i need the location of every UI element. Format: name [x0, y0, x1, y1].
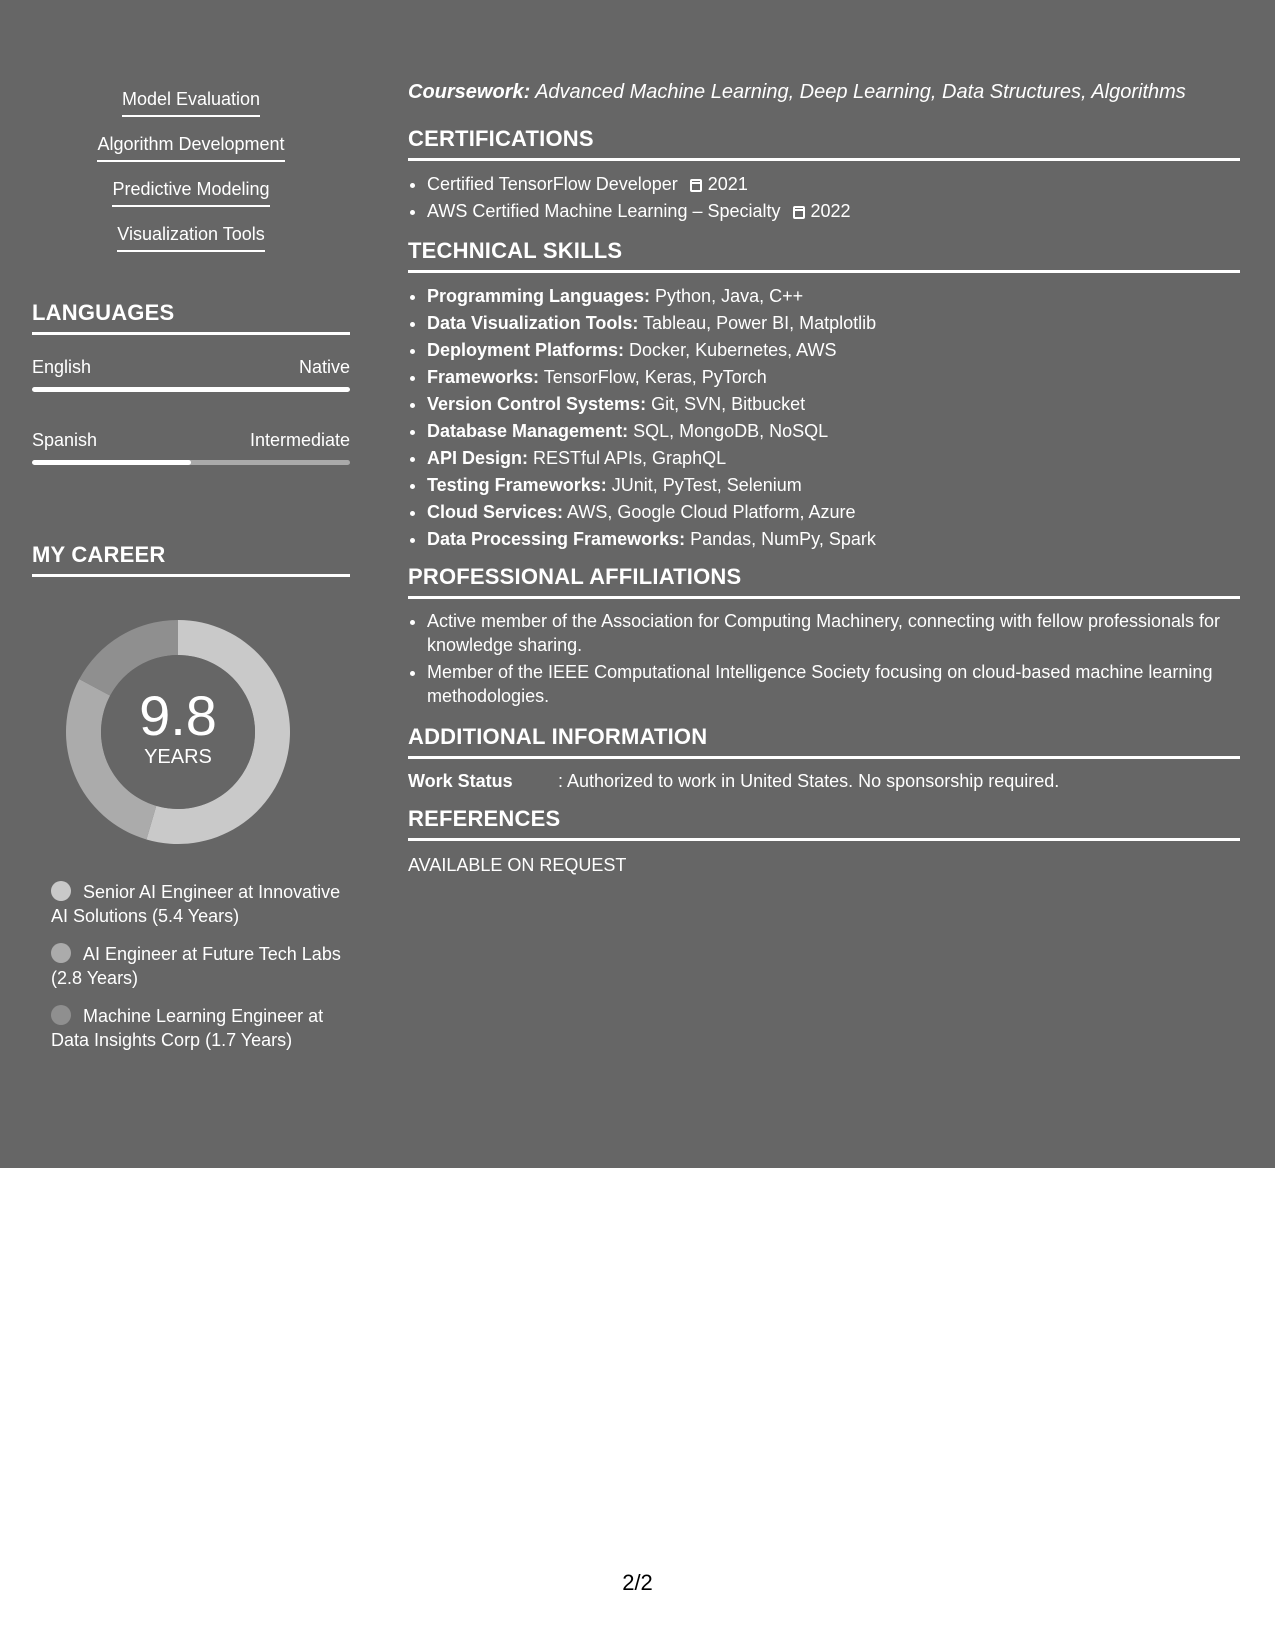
technical-skills-section — [408, 238, 1240, 553]
language-bar-fill — [32, 387, 350, 392]
skill-row — [427, 445, 1240, 472]
skill-row — [427, 364, 1240, 391]
skill-category: API Design: — [427, 448, 529, 468]
skill-values: Python, Java, C++ — [650, 286, 804, 306]
career-label: Machine Learning Engineer at Data Insights Corp (1.7 Years) — [51, 1006, 324, 1050]
skill-row — [427, 418, 1240, 445]
skill-row — [427, 337, 1240, 364]
language-item — [32, 355, 350, 392]
languages-title: LANGUAGES — [32, 300, 350, 335]
coursework-line — [408, 78, 1186, 106]
certification-item — [427, 198, 1240, 225]
skill-row — [427, 499, 1240, 526]
career-unit: YEARS — [144, 746, 212, 768]
skill-category: Deployment Platforms: — [427, 340, 625, 360]
page-number: 2/2 — [622, 1570, 653, 1595]
affiliation-item: • Member of the IEEE Computational Intelligence Society focusing on cloud-based machine learning methodologies. — [427, 660, 1240, 708]
career-total: 9.8 — [139, 684, 217, 747]
career-item — [51, 942, 341, 990]
skill-values: SQL, MongoDB, NoSQL — [628, 421, 829, 441]
career-item — [51, 880, 341, 928]
skill-row — [427, 526, 1240, 553]
work-status-label: Work Status — [408, 771, 513, 791]
language-name: Spanish — [32, 430, 98, 450]
technical-skills-title: TECHNICAL SKILLS — [408, 238, 1240, 273]
language-bar — [32, 460, 350, 465]
affiliations-section — [408, 564, 1240, 711]
career-label: Senior AI Engineer at Innovative AI Solutions (5.4 Years) — [51, 882, 341, 926]
skill-values: JUnit, PyTest, Selenium — [606, 475, 802, 495]
career-label: AI Engineer at Future Tech Labs (2.8 Years) — [51, 944, 341, 988]
certification-year: 2022 — [810, 201, 851, 221]
skill-item — [32, 86, 350, 131]
certification-year: 2021 — [707, 174, 748, 194]
skill-values: Git, SVN, Bitbucket — [646, 394, 806, 414]
skill-category: Data Visualization Tools: — [427, 313, 639, 333]
coursework-text: Advanced Machine Learning, Deep Learning, Data Structures, Algorithms — [530, 81, 1186, 103]
skill-category: Testing Frameworks: — [427, 475, 607, 495]
skill-category: Frameworks: — [427, 367, 540, 387]
additional-info-section — [408, 724, 1240, 793]
language-name: English — [32, 357, 92, 377]
skill-label: Visualization Tools — [117, 221, 264, 252]
career-section — [32, 542, 350, 1050]
skill-category: Cloud Services: — [427, 502, 564, 522]
skill-values: Docker, Kubernetes, AWS — [624, 340, 837, 360]
skill-item — [32, 176, 350, 221]
technical-skills-list — [408, 283, 1240, 553]
skill-label: Algorithm Development — [97, 131, 284, 162]
skill-label: Predictive Modeling — [112, 176, 269, 207]
affiliation-item: • Active member of the Association for Computing Machinery, connecting with fellow professionals for knowledge sharing. — [427, 609, 1240, 657]
calendar-icon — [690, 179, 702, 192]
skill-list — [32, 86, 350, 266]
references-text: AVAILABLE ON REQUEST — [408, 855, 627, 875]
certifications-section — [408, 126, 1240, 225]
references-section — [408, 806, 1240, 877]
skill-item — [32, 131, 350, 176]
skill-row — [427, 310, 1240, 337]
skill-row — [427, 283, 1240, 310]
skill-row — [427, 391, 1240, 418]
language-bar — [32, 387, 350, 392]
affiliations-list — [408, 609, 1240, 708]
certifications-list — [408, 171, 1240, 225]
skill-values: RESTful APIs, GraphQL — [528, 448, 727, 468]
calendar-icon — [793, 206, 805, 219]
skill-values: Tableau, Power BI, Matplotlib — [638, 313, 877, 333]
references-title: REFERENCES — [408, 806, 1240, 841]
career-donut — [66, 620, 290, 844]
skill-label: Model Evaluation — [122, 86, 260, 117]
career-item — [51, 1004, 341, 1052]
skill-item — [32, 221, 350, 266]
skill-category: Database Management: — [427, 421, 629, 441]
certification-item — [427, 171, 1240, 198]
language-level: Intermediate — [249, 430, 350, 450]
certification-name: AWS Certified Machine Learning – Specialty — [427, 201, 781, 221]
skill-category: Version Control Systems: — [427, 394, 647, 414]
skill-values: Pandas, NumPy, Spark — [685, 529, 876, 549]
skill-values: TensorFlow, Keras, PyTorch — [539, 367, 767, 387]
skill-values: AWS, Google Cloud Platform, Azure — [563, 502, 856, 522]
work-status-value: : Authorized to work in United States. No sponsorship required. — [558, 771, 1060, 791]
skill-category: Data Processing Frameworks: — [427, 529, 686, 549]
legend-dot — [51, 881, 71, 901]
career-title: MY CAREER — [32, 542, 350, 577]
affiliations-title: PROFESSIONAL AFFILIATIONS — [408, 564, 1240, 599]
language-level: Native — [298, 357, 350, 377]
additional-info-title: ADDITIONAL INFORMATION — [408, 724, 1240, 759]
certifications-title: CERTIFICATIONS — [408, 126, 1240, 161]
language-item — [32, 428, 350, 465]
legend-dot — [51, 1005, 71, 1025]
certification-name: Certified TensorFlow Developer — [427, 174, 678, 194]
legend-dot — [51, 943, 71, 963]
languages-section — [32, 300, 350, 465]
skill-category: Programming Languages: — [427, 286, 651, 306]
career-legend — [51, 880, 341, 1066]
donut-center — [66, 620, 290, 844]
work-status-row — [408, 769, 1240, 793]
coursework-label: Coursework: — [408, 81, 531, 103]
language-bar-fill — [32, 460, 191, 465]
skill-row — [427, 472, 1240, 499]
